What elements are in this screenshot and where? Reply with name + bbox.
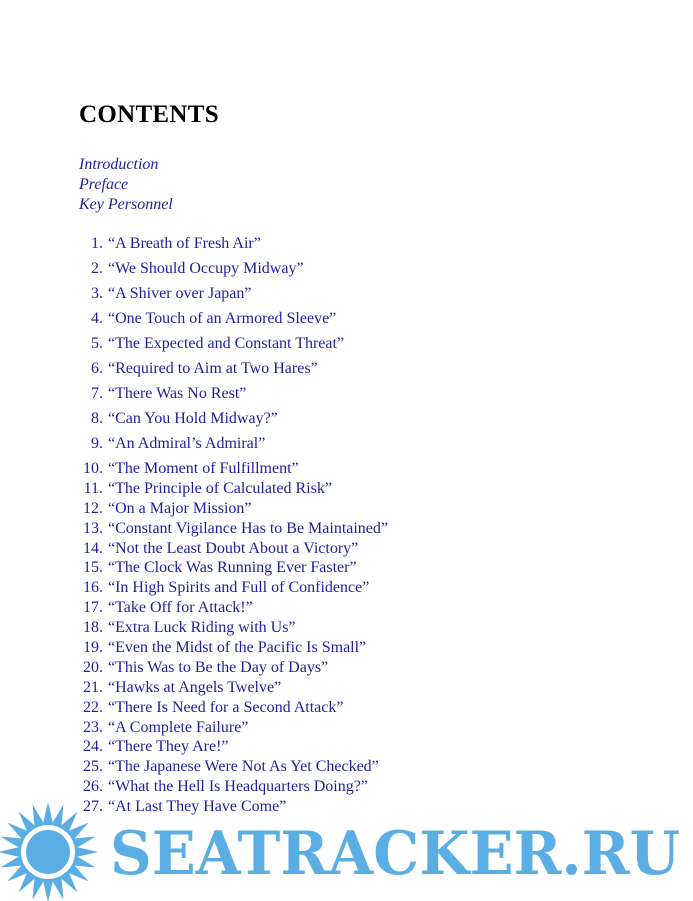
chapter-title-link[interactable]: “There Is Need for a Second Attack” [108, 698, 344, 716]
chapter-number: 15. [83, 559, 103, 577]
toc-chapter-item[interactable] [79, 618, 599, 638]
toc-chapter-item[interactable] [79, 434, 599, 459]
front-matter-list [79, 155, 173, 215]
chapter-title-link[interactable]: “One Touch of an Armored Sleeve” [108, 310, 337, 327]
chapter-number: 19. [83, 639, 103, 657]
toc-chapter-item[interactable] [79, 359, 599, 384]
toc-link-introduction[interactable]: Introduction [79, 156, 159, 173]
chapter-number: 17. [83, 599, 103, 617]
chapter-title-link[interactable]: “We Should Occupy Midway” [108, 260, 304, 277]
toc-chapter-item[interactable] [79, 234, 599, 259]
toc-chapter-item[interactable] [79, 757, 599, 777]
toc-chapter-item[interactable] [79, 598, 599, 618]
chapter-title-link[interactable]: “A Complete Failure” [108, 718, 249, 736]
chapter-number: 12. [83, 499, 103, 517]
chapter-number: 4. [91, 310, 103, 327]
chapter-number: 3. [91, 285, 103, 302]
sun-icon [0, 802, 98, 901]
chapter-title-link[interactable]: “At Last They Have Come” [108, 798, 287, 816]
chapter-number: 25. [83, 758, 103, 776]
toc-chapter-item[interactable] [79, 718, 599, 738]
toc-chapter-item[interactable] [79, 698, 599, 718]
chapter-title-link[interactable]: “The Moment of Fulfillment” [108, 460, 299, 477]
chapter-number: 21. [83, 678, 103, 696]
watermark [0, 796, 693, 901]
chapter-number: 22. [83, 698, 103, 716]
toc-chapter-item[interactable] [79, 284, 599, 309]
chapter-title-link[interactable]: “A Breath of Fresh Air” [108, 235, 261, 252]
chapter-title-link[interactable]: “There Was No Rest” [108, 385, 247, 402]
chapter-number: 18. [83, 619, 103, 637]
toc-chapter-item[interactable] [79, 409, 599, 434]
chapter-number: 7. [91, 385, 103, 402]
chapter-number: 6. [91, 360, 103, 377]
toc-chapter-item[interactable] [79, 737, 599, 757]
chapter-number: 14. [83, 539, 103, 557]
toc-link-key-personnel[interactable]: Key Personnel [79, 196, 173, 213]
chapter-title-link[interactable]: “Take Off for Attack!” [108, 599, 253, 617]
toc-chapter-item[interactable] [79, 499, 599, 519]
toc-chapter-item[interactable] [79, 638, 599, 658]
chapter-title-link[interactable]: “The Expected and Constant Threat” [108, 335, 345, 352]
toc-chapter-item[interactable] [79, 678, 599, 698]
chapter-number: 11. [83, 479, 103, 497]
toc-link-preface[interactable]: Preface [79, 176, 129, 193]
chapter-number: 16. [83, 579, 103, 597]
watermark-text: SEATRACKER.RU [110, 819, 680, 889]
chapter-title-link[interactable]: “Not the Least Doubt About a Victory” [108, 539, 359, 557]
toc-chapter-item[interactable] [79, 334, 599, 359]
toc-chapter-item[interactable] [79, 384, 599, 409]
chapter-title-link[interactable]: “Can You Hold Midway?” [108, 410, 278, 427]
toc-chapter-item[interactable] [79, 259, 599, 284]
chapter-title-link[interactable]: “The Principle of Calculated Risk” [108, 479, 332, 497]
toc-chapter-item[interactable] [79, 459, 599, 479]
chapter-title-link[interactable]: “An Admiral’s Admiral” [108, 435, 266, 452]
toc-chapter-item[interactable] [79, 479, 599, 499]
chapter-title-link[interactable]: “Required to Aim at Two Hares” [108, 360, 318, 377]
page-title: CONTENTS [79, 101, 219, 128]
chapter-number: 2. [91, 260, 103, 277]
chapter-number: 8. [91, 410, 103, 427]
toc-chapter-item[interactable] [79, 309, 599, 334]
chapter-title-link[interactable]: “On a Major Mission” [108, 499, 252, 517]
toc-chapter-item[interactable] [79, 658, 599, 678]
chapter-number: 20. [83, 658, 103, 676]
chapter-list [79, 234, 599, 817]
chapter-title-link[interactable]: “Constant Vigilance Has to Be Maintained” [108, 519, 389, 537]
chapter-number: 5. [91, 335, 103, 352]
toc-chapter-item[interactable] [79, 558, 599, 578]
chapter-title-link[interactable]: “Even the Midst of the Pacific Is Small” [108, 639, 367, 657]
chapter-title-link[interactable]: “Extra Luck Riding with Us” [108, 619, 296, 637]
chapter-number: 1. [91, 235, 103, 252]
chapter-number: 27. [83, 798, 103, 816]
chapter-number: 13. [83, 519, 103, 537]
chapter-title-link[interactable]: “Hawks at Angels Twelve” [108, 678, 282, 696]
chapter-number: 26. [83, 778, 103, 796]
chapter-title-link[interactable]: “A Shiver over Japan” [108, 285, 252, 302]
chapter-title-link[interactable]: “This Was to Be the Day of Days” [108, 658, 329, 676]
toc-chapter-item[interactable] [79, 578, 599, 598]
chapter-title-link[interactable]: “The Clock Was Running Ever Faster” [108, 559, 357, 577]
chapter-title-link[interactable]: “There They Are!” [108, 738, 229, 756]
toc-chapter-item[interactable] [79, 777, 599, 797]
chapter-number: 23. [83, 718, 103, 736]
chapter-number: 9. [91, 435, 103, 452]
toc-chapter-item[interactable] [79, 519, 599, 539]
chapter-title-link[interactable]: “The Japanese Were Not As Yet Checked” [108, 758, 379, 776]
chapter-number: 10. [83, 460, 103, 477]
chapter-title-link[interactable]: “What the Hell Is Headquarters Doing?” [108, 778, 368, 796]
chapter-number: 24. [83, 738, 103, 756]
chapter-title-link[interactable]: “In High Spirits and Full of Confidence” [108, 579, 370, 597]
toc-chapter-item[interactable] [79, 539, 599, 559]
